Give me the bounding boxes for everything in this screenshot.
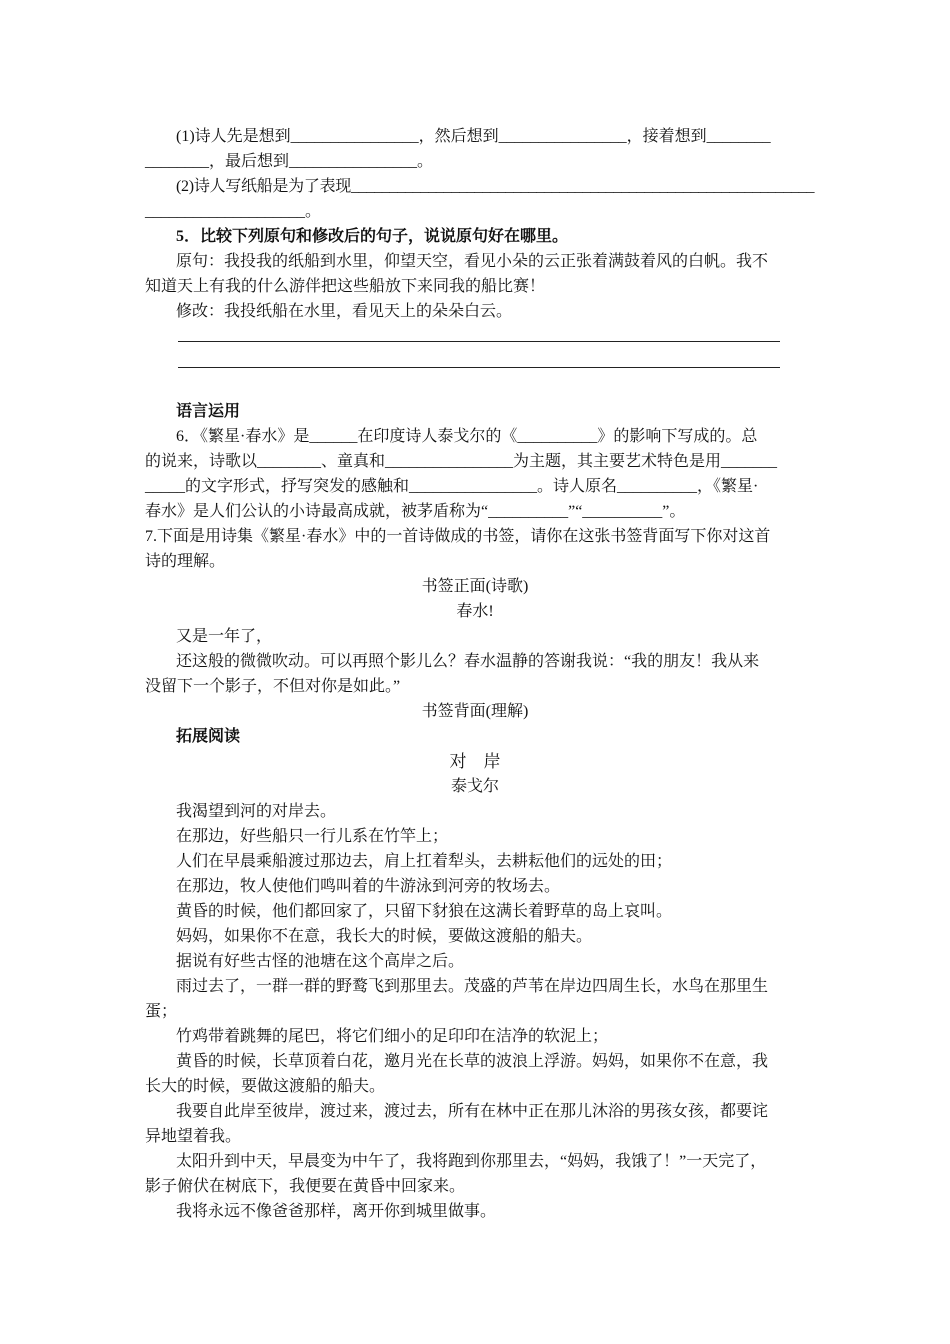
article-paragraph: 太阳升到中天，早晨变为中午了，我将跑到你那里去，“妈妈，我饿了！”一天完了， [176, 1153, 767, 1170]
article-title: 对 岸 [449, 752, 501, 771]
question-6-line-a: 6．《繁星·春水》是______在印度诗人泰戈尔的《__________》的影响下写成的。总 [176, 428, 758, 445]
poem-line: 还这般的微微吹动。可以再照个影儿么？春水温静的答谢我说：“我的朋友！我从来 [176, 653, 760, 670]
question-4-1-line-a: (1)诗人先是想到________________，然后想到________________，接着想到________ [176, 128, 771, 145]
article-paragraph: 据说有好些古怪的池塘在这个高岸之后。 [176, 953, 465, 970]
article-paragraph: 人们在早晨乘船渡过那边去，肩上扛着犁头，去耕耘他们的远处的田； [176, 853, 673, 870]
article-paragraph: 我将永远不像爸爸那样，离开你到城里做事。 [176, 1203, 497, 1220]
question-6-line-b: 的说来，诗歌以________、童真和________________为主题，其主要艺术特色是用_______ [145, 453, 778, 470]
poem-title: 春水! [456, 603, 494, 620]
article-author: 泰戈尔 [450, 778, 499, 795]
question-5-title: 5．比较下列原句和修改后的句子，说说原句好在哪里。 [176, 228, 569, 245]
article-paragraph: 蛋； [145, 1003, 178, 1020]
question-6-line-d: 春水》是人们公认的小诗最高成就，被茅盾称为“__________”“__________”。 [145, 503, 686, 520]
answer-line [178, 341, 780, 342]
question-4-1-line-b: ________，最后想到________________。 [145, 153, 434, 170]
bookmark-front-heading: 书签正面(诗歌) [421, 578, 529, 595]
article-paragraph: 竹鸡带着跳舞的尾巴，将它们细小的足印印在洁净的软泥上； [176, 1028, 609, 1045]
question-7-line-a: 7.下面是用诗集《繁星·春水》中的一首诗做成的书签，请你在这张书签背面写下你对这首 [145, 528, 771, 545]
answer-line [178, 367, 780, 368]
article-paragraph: 黄昏的时候，他们都回家了，只留下豺狼在这满长着野草的岛上哀叫。 [176, 903, 673, 920]
bookmark-back-heading: 书签背面(理解) [421, 703, 529, 720]
question-4-2-line-b: ____________________。 [145, 203, 322, 220]
article-paragraph: 影子俯伏在树底下，我便要在黄昏中回家来。 [145, 1178, 466, 1195]
article-paragraph: 我渴望到河的对岸去。 [176, 803, 337, 820]
article-paragraph: 黄昏的时候，长草顶着白花，邀月光在长草的波浪上浮游。妈妈，如果你不在意，我 [176, 1053, 769, 1070]
article-paragraph: 我要自此岸至彼岸，渡过来，渡过去，所有在林中正在那儿沐浴的男孩女孩，都要诧 [176, 1103, 769, 1120]
article-paragraph: 雨过去了，一群一群的野鹜飞到那里去。茂盛的芦苇在岸边四周生长，水鸟在那里生 [176, 978, 769, 995]
question-5-original-a: 原句：我投我的纸船到水里，仰望天空，看见小朵的云正张着满鼓着风的白帆。我不 [176, 253, 769, 270]
poem-line: 没留下一个影子，不但对你是如此。” [145, 678, 401, 695]
section-heading-extended-reading: 拓展阅读 [176, 728, 241, 745]
question-5-original-b: 知道天上有我的什么游伴把这些船放下来同我的船比赛！ [145, 278, 546, 295]
article-paragraph: 异地望着我。 [145, 1128, 242, 1145]
question-4-2-line-a: (2)诗人写纸船是为了表现____________________________________________________________ [176, 178, 815, 195]
question-5-modified: 修改：我投纸船在水里，看见天上的朵朵白云。 [176, 303, 513, 320]
article-paragraph: 在那边，好些船只一行儿系在竹竿上； [176, 828, 449, 845]
question-7-line-b: 诗的理解。 [145, 553, 226, 570]
poem-line: 又是一年了， [176, 628, 273, 645]
article-paragraph: 在那边，牧人使他们鸣叫着的牛游泳到河旁的牧场去。 [176, 878, 561, 895]
article-paragraph: 长大的时候，要做这渡船的船夫。 [145, 1078, 386, 1095]
question-6-line-c: _____的文字形式，抒写突发的感触和________________。诗人原名__________，《繁星· [145, 478, 759, 495]
section-heading-language: 语言运用 [176, 403, 241, 420]
article-paragraph: 妈妈，如果你不在意，我长大的时候，要做这渡船的船夫。 [176, 928, 593, 945]
